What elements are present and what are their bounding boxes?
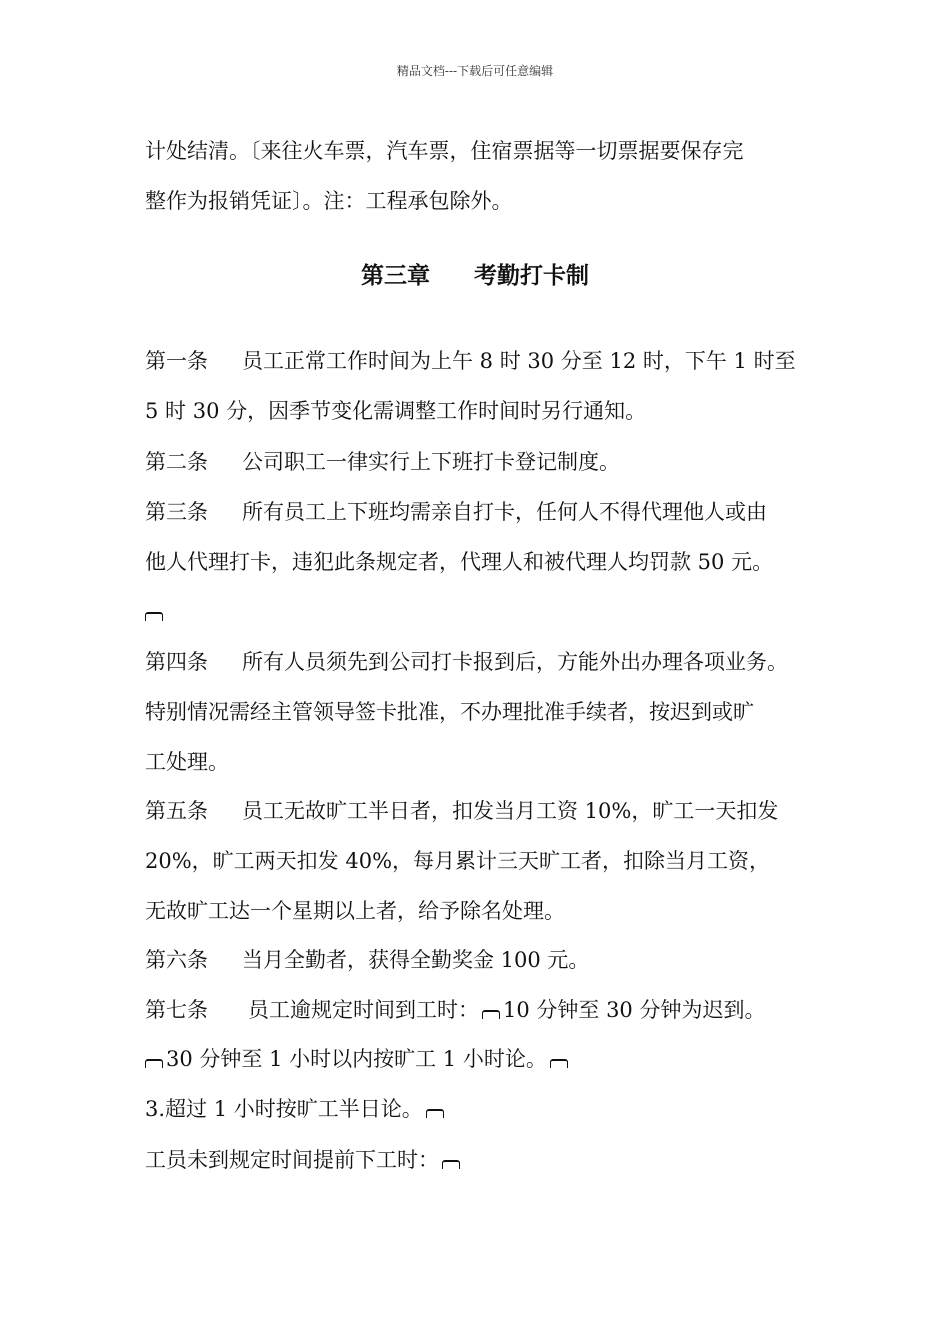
article-4 bbox=[145, 648, 788, 676]
list-item-text: 10 分钟至 30 分钟为迟到。 bbox=[503, 998, 766, 1022]
list-mark-icon bbox=[145, 612, 163, 621]
body-line: 他人代理打卡，违犯此条规定者，代理人和被代理人均罚款 50 元。 bbox=[145, 550, 774, 574]
article-text: 员工逾规定时间到工时： bbox=[248, 998, 479, 1022]
article-text: 公司职工一律实行上下班打卡登记制度。 bbox=[242, 450, 620, 474]
article-label: 第七条 bbox=[145, 998, 208, 1022]
article-text: 所有员工上下班均需亲自打卡，任何人不得代理他人或由 bbox=[242, 500, 767, 524]
list-mark-icon bbox=[482, 1010, 500, 1019]
article-label: 第五条 bbox=[145, 799, 208, 823]
chapter-heading bbox=[0, 257, 950, 290]
body-line: 整作为报销凭证〕。注：工程承包除外。 bbox=[145, 189, 513, 213]
article-3 bbox=[145, 498, 767, 526]
list-item-text: 30 分钟至 1 小时以内按旷工 1 小时论。 bbox=[166, 1047, 547, 1071]
article-label: 第六条 bbox=[145, 948, 208, 972]
list-mark-icon bbox=[426, 1109, 444, 1118]
list-item bbox=[145, 1146, 463, 1174]
list-mark-icon bbox=[145, 1059, 163, 1068]
article-2 bbox=[145, 448, 620, 476]
article-label: 第一条 bbox=[145, 349, 208, 373]
list-mark-icon bbox=[442, 1160, 460, 1169]
list-item bbox=[145, 1045, 571, 1073]
article-label: 第三条 bbox=[145, 500, 208, 524]
list-mark-icon bbox=[550, 1059, 568, 1068]
article-5 bbox=[145, 797, 778, 825]
article-text: 所有人员须先到公司打卡报到后，方能外出办理各项业务。 bbox=[242, 650, 788, 674]
article-1 bbox=[145, 347, 796, 375]
article-text: 员工正常工作时间为上午 8 时 30 分至 12 时，下午 1 时至 bbox=[242, 349, 796, 373]
body-line: 特别情况需经主管领导签卡批准，不办理批准手续者，按迟到或旷 bbox=[145, 700, 754, 724]
body-line: 20%，旷工两天扣发 40%，每月累计三天旷工者，扣除当月工资， bbox=[145, 849, 771, 873]
body-line: 5 时 30 分，因季节变化需调整工作时间时另行通知。 bbox=[145, 399, 647, 423]
article-7 bbox=[145, 996, 765, 1024]
list-mark-line bbox=[145, 598, 166, 626]
list-item-text: 3.超过 1 小时按旷工半日论。 bbox=[145, 1097, 423, 1121]
list-item-text: 工员未到规定时间提前下工时： bbox=[145, 1148, 439, 1172]
chapter-number: 第三章 bbox=[361, 262, 430, 289]
article-label: 第四条 bbox=[145, 650, 208, 674]
body-line: 计处结清。〔来往火车票，汽车票，住宿票据等一切票据要保存完 bbox=[145, 139, 744, 163]
article-text: 员工无故旷工半日者，扣发当月工资 10%，旷工一天扣发 bbox=[242, 799, 779, 823]
page-header: 精品文档---下载后可任意编辑 bbox=[396, 64, 554, 78]
article-text: 当月全勤者，获得全勤奖金 100 元。 bbox=[242, 948, 590, 972]
list-item bbox=[145, 1095, 447, 1123]
article-label: 第二条 bbox=[145, 450, 208, 474]
body-line: 工处理。 bbox=[145, 750, 229, 774]
chapter-title: 考勤打卡制 bbox=[474, 262, 589, 289]
article-6 bbox=[145, 946, 589, 974]
body-line: 无故旷工达一个星期以上者，给予除名处理。 bbox=[145, 899, 565, 923]
